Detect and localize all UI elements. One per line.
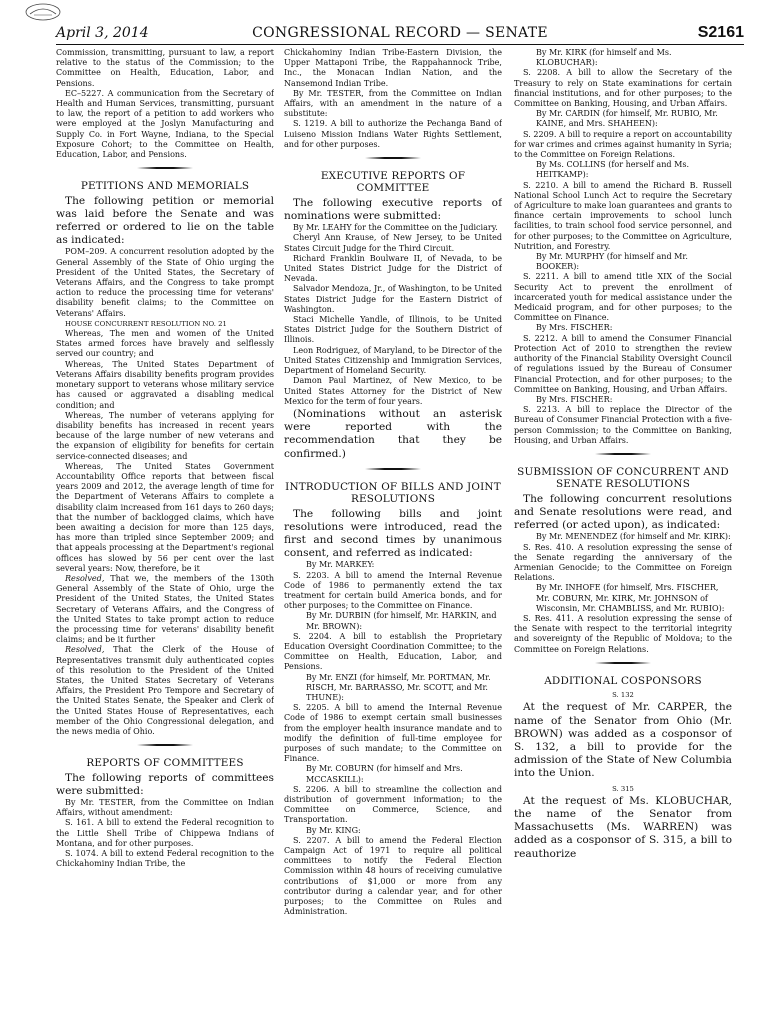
section-heading: EXECUTIVE REPORTS OF COMMITTEE (320, 170, 466, 195)
paragraph: The following concurrent resolutions and Senate resolutions were read, and referred (or acted upon), as indicated: (514, 492, 732, 532)
sponsor-line: By Mrs. FISCHER: (536, 323, 613, 333)
paragraph: S. 2207. A bill to amend the Federal Election Campaign Act of 1971 to require all political committees to notify the Federal Election Commission within 48 hours of receiving cumulative contributions of $1,000 or more from any contributor during a calendar year, and for other purposes; to the Committee on Rules and Administration. (284, 835, 502, 917)
page-header (56, 20, 744, 45)
sponsor-line: By Mr. KIRK (for himself and Ms. KLOBUCHAR): (536, 48, 672, 68)
sponsor-line: By Mr. INHOFE (for himself, Mrs. FISCHER, Mr. COBURN, Mr. KIRK, Mr. JOHNSON of Wisconsin, Mr. CHAMBLISS, and Mr. RUBIO): (536, 583, 725, 613)
header-date: April 3, 2014 (56, 25, 149, 41)
paragraph: Whereas, The men and women of the United States armed forces have bravely and selflessly served our country; and (56, 329, 274, 359)
paragraph: Damon Paul Martinez, of New Mexico, to be United States Attorney for the District of New Mexico for the term of four years. (284, 376, 502, 406)
resolved-label: Resolved, (65, 645, 105, 655)
paragraph: S. Res. 411. A resolution expressing the sense of the Senate with respect to the territorial integrity and sovereignty of the Republic of Moldova; to the Committee on Foreign Relations. (514, 613, 732, 654)
paragraph: The following bills and joint resolutions were introduced, read the first and second times by unanimous consent, and referred as indicated: (284, 507, 502, 560)
paragraph: (Nominations without an asterisk were reported with the recommendation that they be confirmed.) (284, 407, 502, 460)
paragraph: Whereas, The United States Department of Veterans Affairs disability benefits program provides monetary support to veterans whose military service has caused or aggravated a disabling medical condition; and (56, 359, 274, 410)
paragraph: S. 1219. A bill to authorize the Pechanga Band of Luiseno Mission Indians Water Rights Settlement, and for other purposes. (284, 119, 502, 149)
column-2 (284, 48, 502, 1020)
resolved-text: That we, the members of the 130th General Assembly of the State of Ohio, urge the President of the United States, the United States Secretary of Veterans Affairs, and the Congress of the United States to take prompt action to reduce the processing time for veterans' disability benefit claims; and be it further (56, 573, 274, 645)
paragraph: The following petition or memorial was laid before the Senate and was referred or ordered to lie on the table as indicated: (56, 194, 274, 247)
sponsor-line: By Ms. COLLINS (for herself and Ms. HEITKAMP): (536, 160, 690, 180)
sponsor-line: By Mr. DURBIN (for himself, Mr. HARKIN, and Mr. BROWN): (306, 611, 497, 631)
paragraph: Leon Rodriguez, of Maryland, to be Director of the United States Citizenship and Immigration Services, Department of Homeland Security. (284, 345, 502, 376)
section-divider (365, 156, 421, 160)
paragraph: S. 1074. A bill to extend Federal recognition to the Chickahominy Indian Tribe, the (56, 849, 274, 869)
paragraph: S. 2205. A bill to amend the Internal Revenue Code of 1986 to exempt certain small businesses from the employer health insurance mandate and to modify the definition of full-time employee for purposes of such mandate; to the Committee on Finance. (284, 703, 502, 764)
sponsor-line: By Mr. CARDIN (for himself, Mr. RUBIO, Mr. KAINE, and Mrs. SHAHEEN): (536, 109, 718, 129)
column-3 (514, 48, 732, 1020)
paragraph: Chickahominy Indian Tribe-Eastern Division, the Upper Mattaponi Tribe, the Rappahannock Tribe, Inc., the Monacan Indian Nation, and the Nansemond Indian Tribe. (284, 48, 502, 88)
section-heading: SUBMISSION OF CONCURRENT AND SENATE RESOLUTIONS (517, 465, 729, 491)
paragraph: S. 2206. A bill to streamline the collection and distribution of government information; to the Committee on Commerce, Science, and Transportation. (284, 784, 502, 825)
paragraph: S. 2204. A bill to establish the Proprietary Education Oversight Coordination Committee; to the Committee on Health, Education, Labor, and Pensions. (284, 631, 502, 672)
sponsor-line: By Mr. MENENDEZ (for himself and Mr. KIRK): (536, 532, 731, 542)
section-heading: REPORTS OF COMMITTEES (86, 757, 244, 770)
section-divider (595, 452, 651, 456)
paragraph: At the request of Mr. CARPER, the name of the Senator from Ohio (Mr. BROWN) was added as a cosponsor of S. 132, a bill to provide for the admission of the State of New Columbia into the Union. (514, 701, 732, 780)
paragraph: S. 161. A bill to extend the Federal recognition to the Little Shell Tribe of Chippewa Indians of Montana, and for other purposes. (56, 818, 274, 848)
paragraph (56, 574, 274, 645)
paragraph: S. Res. 410. A resolution expressing the sense of the Senate regarding the anniversary of the Armenian Genocide; to the Committee on Foreign Relations. (514, 542, 732, 583)
paragraph: S. 2208. A bill to allow the Secretary of the Treasury to rely on State examinations for certain financial institutions, and for other purposes; to the Committee on Banking, Housing, and Urban Affairs. (514, 68, 732, 109)
paragraph: S. 2212. A bill to amend the Consumer Financial Protection Act of 2010 to strengthen the review authority of the Financial Stability Oversight Council of regulations issued by the Bureau of Consumer Financial Protection, and for other purposes; to the Committee on Banking, Housing, and Urban Affairs. (514, 333, 732, 394)
paragraph: By Mr. LEAHY for the Committee on the Judiciary. (293, 223, 498, 233)
paragraph: POM–209. A concurrent resolution adopted by the General Assembly of the State of Ohio urging the President of the United States, the Secretary of Veterans Affairs, and the Congress to take prompt action to reduce the processing time for veterans' disability benefit claims; to the Committee on Veterans' Affairs. (56, 247, 274, 318)
paragraph: Cheryl Ann Krause, of New Jersey, to be United States Circuit Judge for the Third Circuit. (284, 233, 502, 253)
bill-number: S. 132 (612, 691, 634, 700)
bill-number: S. 315 (612, 784, 634, 793)
paragraph: S. 2213. A bill to replace the Director of the Bureau of Consumer Financial Protection with a five-person Commission; to the Committee on Banking, Housing, and Urban Affairs. (514, 405, 732, 445)
paragraph: The following reports of committees were submitted: (56, 771, 274, 797)
paragraph: At the request of Ms. KLOBUCHAR, the name of the Senator from Massachusetts (Ms. WARREN) was added as a cosponsor of S. 315, a bill to reauthorize (514, 794, 732, 860)
sponsor-line: By Mr. KING: (306, 825, 361, 835)
resolution-title: HOUSE CONCURRENT RESOLUTION NO. 21 (65, 319, 227, 328)
column-1 (56, 48, 274, 1020)
sponsor-line: By Mr. COBURN (for himself and Mrs. MCCASKILL): (306, 764, 463, 784)
paragraph: Salvador Mendoza, Jr., of Washington, to be United States District Judge for the Eastern District of Washington. (284, 284, 502, 314)
paragraph: EC–5227. A communication from the Secretary of Health and Human Services, transmitting, pursuant to law, the report of a petition to add workers who were employed at the Joslyn Manufacturing and Supply Co. in Fort Wayne, Indiana, to the Special Exposure Cohort; to the Committee on Health, Education, Labor, and Pensions. (56, 88, 274, 160)
sponsor-line: By Mrs. FISCHER: (536, 394, 613, 404)
paragraph: S. 2209. A bill to require a report on accountability for war crimes and crimes against humanity in Syria; to the Committee on Foreign Relations. (514, 129, 732, 160)
paragraph: S. 2211. A bill to amend title XIX of the Social Security Act to prevent the enrollment of incarcerated youth for medical assistance under the Medicaid program, and for other purposes; to the Committee on Finance. (514, 272, 732, 323)
resolved-label: Resolved, (65, 573, 105, 583)
paragraph: By Mr. TESTER, from the Committee on Indian Affairs, with an amendment in the nature of a substitute: (284, 88, 502, 119)
paragraph (56, 645, 274, 737)
section-divider (137, 743, 193, 747)
paragraph: The following executive reports of nominations were submitted: (284, 196, 502, 223)
paragraph: S. 2210. A bill to amend the Richard B. Russell National School Lunch Act to require the Secretary of Agriculture to make loan guarantees and grants to finance certain improvements to school lunch facilities, to train school food service personnel, and for other purposes; to the Committee on Agriculture, Nutrition, and Forestry. (514, 180, 732, 251)
header-title: CONGRESSIONAL RECORD — SENATE (252, 25, 548, 41)
section-divider (595, 661, 651, 665)
header-page-number: S2161 (697, 24, 744, 41)
sponsor-line: By Mr. MURPHY (for himself and Mr. BOOKER): (536, 252, 688, 272)
paragraph: Richard Franklin Boulware II, of Nevada, to be United States District Judge for the District of Nevada. (284, 253, 502, 284)
section-heading: PETITIONS AND MEMORIALS (80, 180, 250, 193)
paragraph: Staci Michelle Yandle, of Illinois, to be United States District Judge for the Southern District of Illinois. (284, 315, 502, 345)
paragraph: Whereas, The United States Government Accountability Office reports that between fiscal years 2009 and 2012, the average length of time for the Department of Veterans Affairs to complete a disability claim increased from 161 days to 260 days; that the number of backlogged claims, which have been awaiting a decision for more than 125 days, has more than tripled since September 2009; and that appeals processing at the Department's regional offices has slowed by 56 per cent over the last several years: Now, therefore, be it (56, 461, 274, 573)
gpo-logo-icon (24, 2, 62, 22)
paragraph: Commission, transmitting, pursuant to law, a report relative to the status of the Commission; to the Committee on Health, Education, Labor, and Pensions. (56, 48, 274, 88)
sponsor-line: By Mr. MARKEY: (306, 560, 375, 570)
section-heading: ADDITIONAL COSPONSORS (544, 674, 702, 687)
paragraph: S. 2203. A bill to amend the Internal Revenue Code of 1986 to permanently extend the tax treatment for certain build America bonds, and for other purposes; to the Committee on Finance. (284, 570, 502, 611)
resolved-text: That the Clerk of the House of Representatives transmit duly authenticated copies of this resolution to the President of the United States, the United States Secretary of Veterans Affairs, the President Pro Tempore and Secretary of the United States Senate, the Speaker and Clerk of the United States House of Representatives, each member of the Ohio Congressional delegation, and the news media of Ohio. (56, 645, 274, 736)
paragraph: Whereas, The number of veterans applying for disability benefits has increased in recent years because of the large number of new veterans and the expansion of eligibility for benefits for certain service-connected diseases; and (56, 410, 274, 461)
sponsor-line: By Mr. ENZI (for himself, Mr. PORTMAN, Mr. RISCH, Mr. BARRASSO, Mr. SCOTT, and Mr. THUNE): (306, 672, 491, 702)
section-divider (365, 467, 421, 471)
paragraph: By Mr. TESTER, from the Committee on Indian Affairs, without amendment: (56, 798, 274, 818)
section-heading: INTRODUCTION OF BILLS AND JOINT RESOLUTIONS (285, 480, 501, 506)
section-divider (137, 166, 193, 170)
